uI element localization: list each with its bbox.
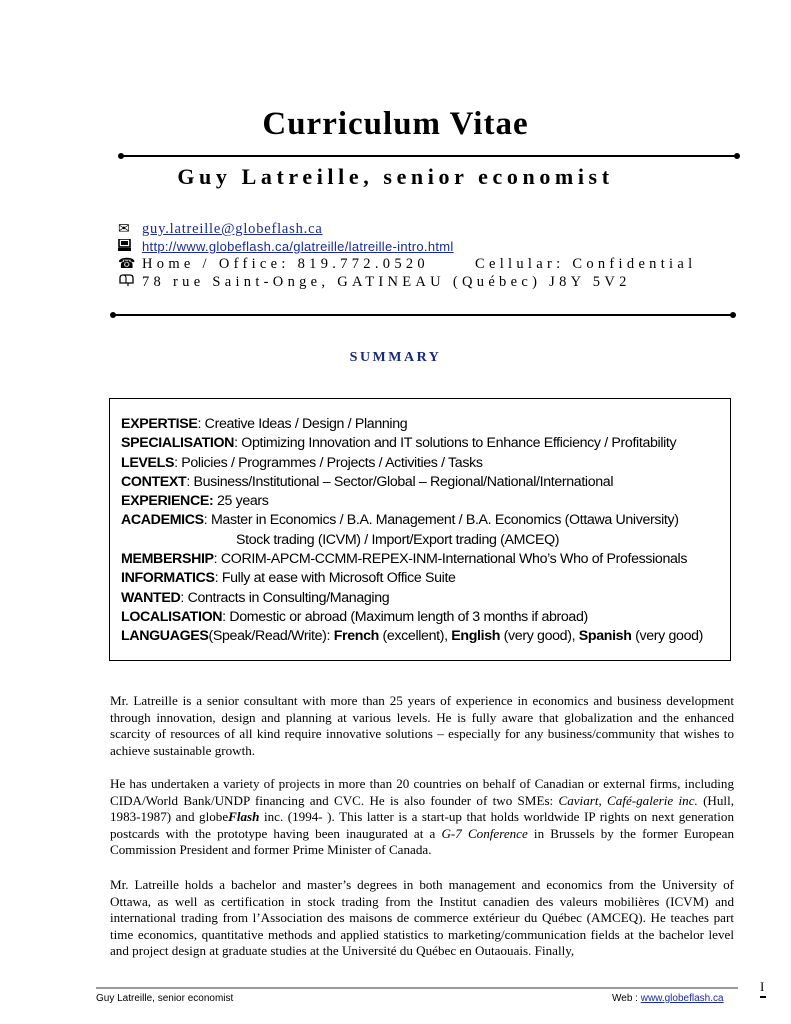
- rule-end-dot: [734, 153, 740, 159]
- summary-item: SPECIALISATION: Optimizing Innovation and IT solutions to Enhance Efficiency / Profitability: [121, 435, 677, 452]
- summary-item: CONTEXT: Business/Institutional – Sector/Global – Regional/National/International: [121, 473, 614, 490]
- phone-line: [118, 256, 696, 273]
- summary-item: EXPERIENCE: 25 years: [121, 493, 269, 510]
- summary-item-languages: LANGUAGES(Speak/Read/Write): French (excellent), English (very good), Spanish (very good): [121, 628, 704, 645]
- telephone-icon: ☎: [118, 257, 136, 272]
- paragraph-3: Mr. Latreille holds a bachelor and master’s degrees in both management and economics from the University of Ottawa, as well as certification in stock trading from the Institut canadien des valeurs mobilières (ICVM) and international trading from l’Association des maisons de commerce extérieur du Québec (AMCEQ). He teaches part time economics, quantitative methods and applied statistics to marketing/communication fields at the bachelor level and project design at graduate studies at the Université du Québec en Outaouais. Finally,: [110, 877, 734, 959]
- address-text: 78 rue Saint-Onge, GATINEAU (Québec) J8Y 5V2: [142, 274, 631, 290]
- summary-list: [121, 415, 703, 647]
- footer-author: Guy Latreille, senior economist: [96, 993, 234, 1004]
- envelope-icon: ✉: [118, 222, 130, 237]
- summary-item: INFORMATICS: Fully at ease with Microsoft Office Suite: [121, 570, 456, 587]
- page-number: I: [760, 979, 765, 994]
- email-link[interactable]: guy.latreille@globeflash.ca: [142, 221, 323, 237]
- title-rule: [121, 155, 737, 157]
- summary-item: WANTED: Contracts in Consulting/Managing: [121, 589, 390, 606]
- footer-rule: [96, 987, 738, 989]
- phone-text: Home / Office: 819.772.0520: [142, 256, 429, 272]
- page-title: Curriculum Vitae: [262, 106, 529, 142]
- footer-web-link[interactable]: www.globeflash.ca: [640, 993, 724, 1004]
- summary-heading: SUMMARY: [349, 350, 442, 365]
- footer-web: Web : www.globeflash.ca: [612, 993, 724, 1004]
- paragraph-1: Mr. Latreille is a senior consultant with more than 25 years of experience in economics and business development through innovation, design and planning at various levels. He is fully aware that globalization and the enhanced scarcity of resources of all kind require innovative solutions – especially for any business/community that wishes to achieve sustainable growth.: [110, 693, 734, 758]
- paragraph-2: He has undertaken a variety of projects in more than 20 countries on behalf of Canadian or external firms, including CIDA/World Bank/UNDP financing and CVC. He is also founder of two SMEs: Caviart, Café-galerie inc. (Hull, 1983-1987) and globeFlash inc. (1994- ). This latter is a start-up that holds worldwide IP rights on next generation postcards with the prototype having been inaugurated at a G-7 Conference in Brussels by the former European Commission President and former Prime Minister of Canada.: [110, 776, 734, 858]
- mailbox-icon: [118, 274, 142, 291]
- summary-item: EXPERTISE: Creative Ideas / Design / Planning: [121, 416, 408, 432]
- computer-icon: [118, 239, 142, 256]
- website-link[interactable]: http://www.globeflash.ca/glatreille/latreille-intro.html: [142, 239, 454, 254]
- summary-item: Stock trading (ICVM) / Import/Export trading (AMCEQ): [236, 531, 560, 548]
- summary-item: MEMBERSHIP: CORIM-APCM-CCMM-REPEX-INM-International Who’s Who of Professionals: [121, 551, 688, 568]
- website-line: [118, 239, 454, 256]
- summary-item: ACADEMICS: Master in Economics / B.A. Management / B.A. Economics (Ottawa University): [121, 512, 679, 529]
- rule-end-dot: [730, 312, 736, 318]
- summary-item: LOCALISATION: Domestic or abroad (Maximum length of 3 months if abroad): [121, 608, 588, 625]
- contact-rule: [113, 314, 733, 316]
- subtitle: Guy Latreille, senior economist: [177, 164, 614, 189]
- cellular-text: Cellular: Confidential: [475, 256, 697, 272]
- address-line: [118, 274, 631, 291]
- page-number-underline: [760, 996, 766, 998]
- summary-item: LEVELS: Policies / Programmes / Projects / Activities / Tasks: [121, 454, 483, 471]
- email-line: [118, 221, 323, 238]
